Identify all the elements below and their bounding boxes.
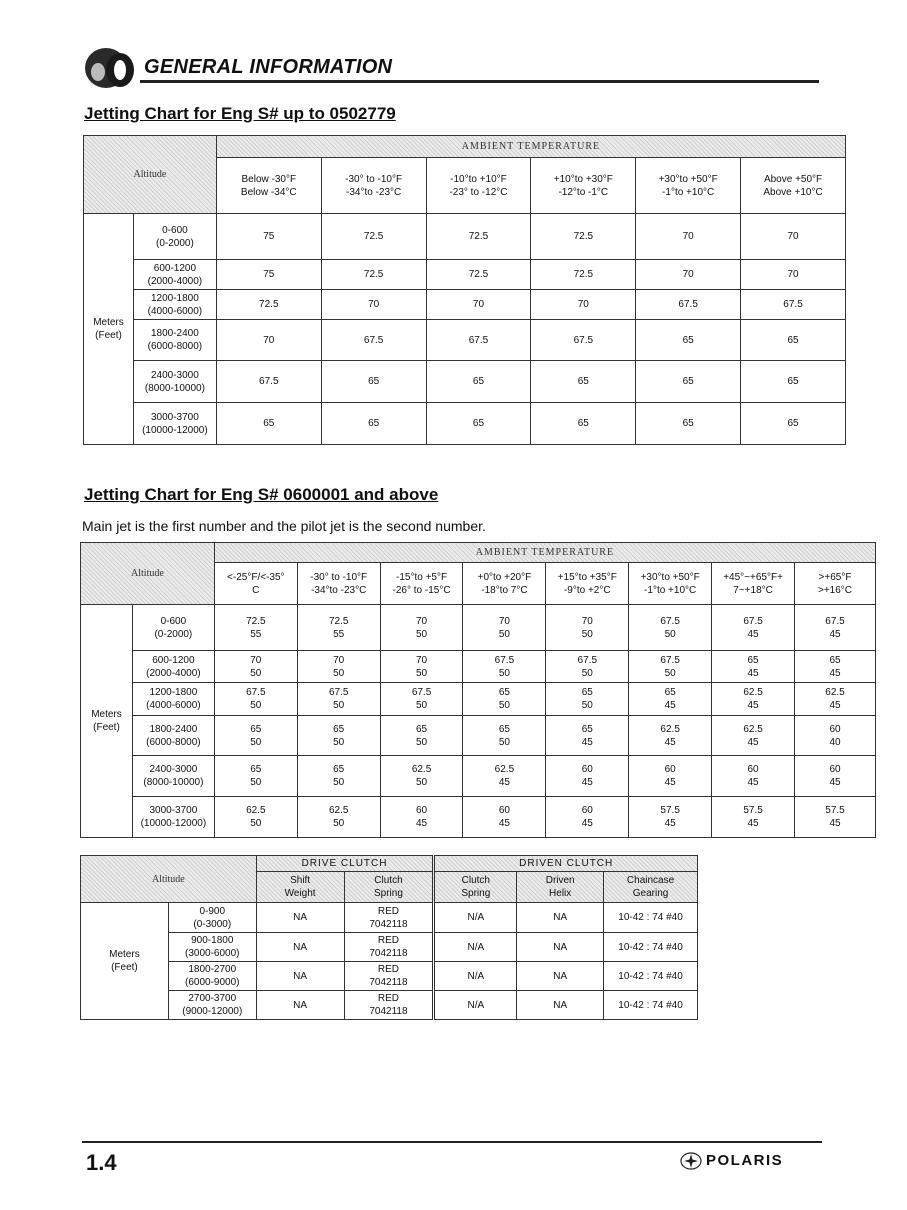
altitude-cell: 3000-3700 (10000-12000) [132,797,214,838]
clutch-spring-value: RED 7042118 [344,903,434,933]
jet-value: 67.5 [531,320,636,361]
jet-value: 72.5 [426,260,531,290]
polaris-star-icon [680,1151,702,1171]
brand-name: POLARIS [706,1152,784,1169]
jet-value: 67.5 50 [629,605,712,651]
jetting-table-1 [83,135,846,445]
jet-value: 70 50 [380,651,463,683]
chaincase-gearing-value: 10-42 : 74 #40 [604,962,698,991]
general-information-logo-icon [84,46,136,90]
altitude-cell: 0-600 (0-2000) [132,605,214,651]
table-row [84,320,846,361]
clutch-spring-value: RED 7042118 [344,962,434,991]
driven-spring-value: N/A [434,903,517,933]
jet-value: 72.5 [426,214,531,260]
temp-col-header: Above +50°F Above +10°C [741,158,846,214]
shift-weight-value: NA [256,933,344,962]
altitude-cell: 2400-3000 (8000-10000) [132,756,214,797]
altitude-header: Altitude [81,543,215,605]
table-row [81,903,698,933]
jet-value: 72.5 [321,214,426,260]
jet-value: 57.5 45 [712,797,795,838]
jet-value: 70 [636,260,741,290]
jet-value: 60 45 [546,797,629,838]
jet-value: 65 50 [546,683,629,716]
table2-note: Main jet is the first number and the pilot jet is the second number. [82,518,486,534]
drive-clutch-header: DRIVE CLUTCH [256,856,434,872]
altitude-cell: 1200-1800 (4000-6000) [132,683,214,716]
table-row [84,403,846,445]
jet-value: 62.5 50 [214,797,297,838]
jet-value: 70 [741,260,846,290]
jet-value: 65 [741,403,846,445]
jet-value: 70 [426,290,531,320]
driven-helix-value: NA [517,903,604,933]
jet-value: 70 50 [463,605,546,651]
jet-value: 60 40 [795,716,876,756]
altitude-header: Altitude [81,856,257,903]
temp-col-header: +15°to +35°F -9°to +2°C [546,563,629,605]
jet-value: 70 50 [297,651,380,683]
jet-value: 60 45 [546,756,629,797]
jet-value: 65 [636,403,741,445]
jet-value: 65 [741,320,846,361]
jet-value: 70 50 [380,605,463,651]
altitude-cell: 2700-3700 (9000-12000) [168,991,256,1020]
page-title: GENERAL INFORMATION [144,56,393,78]
jet-value: 67.5 45 [795,605,876,651]
clutch-spring-value: RED 7042118 [344,991,434,1020]
table-row [81,962,698,991]
page-header [84,46,819,90]
jet-value: 72.5 55 [214,605,297,651]
jet-value: 62.5 45 [712,683,795,716]
jet-value: 65 [426,403,531,445]
chaincase-gearing-value: 10-42 : 74 #40 [604,903,698,933]
jet-value: 65 45 [795,651,876,683]
altitude-header: Altitude [84,136,217,214]
jet-value: 67.5 50 [380,683,463,716]
jet-value: 70 [321,290,426,320]
jet-value: 70 [741,214,846,260]
jet-value: 60 45 [463,797,546,838]
table-row [81,651,876,683]
temp-col-header: <-25°F/<-35° C [214,563,297,605]
jet-value: 67.5 [216,361,321,403]
altitude-cell: 0-600 (0-2000) [133,214,216,260]
table-row [81,756,876,797]
table-row [84,214,846,260]
table1-heading: Jetting Chart for Eng S# up to 0502779 [84,104,396,123]
driven-clutch-header: DRIVEN CLUTCH [434,856,698,872]
shift-weight-value: NA [256,991,344,1020]
shift-weight-value: NA [256,903,344,933]
table2-heading: Jetting Chart for Eng S# 0600001 and above [84,485,439,504]
table-row [84,290,846,320]
jet-value: 70 50 [546,605,629,651]
footer-rule [82,1141,822,1143]
temp-col-header: +30°to +50°F -1°to +10°C [629,563,712,605]
jet-value: 67.5 50 [463,651,546,683]
jet-value: 67.5 50 [297,683,380,716]
jet-value: 60 45 [629,756,712,797]
jet-value: 65 [531,403,636,445]
units-label: Meters (Feet) [81,605,133,838]
jet-value: 62.5 45 [712,716,795,756]
driven-helix-value: NA [517,962,604,991]
temp-col-header: -30° to -10°F -34°to -23°C [321,158,426,214]
altitude-cell: 600-1200 (2000-4000) [132,651,214,683]
jet-value: 62.5 45 [463,756,546,797]
altitude-cell: 1800-2400 (6000-8000) [132,716,214,756]
jet-value: 65 50 [463,683,546,716]
jet-value: 60 45 [380,797,463,838]
driven-spring-value: N/A [434,962,517,991]
page-number: 1.4 [86,1150,117,1175]
temp-col-header: Below -30°F Below -34°C [216,158,321,214]
altitude-cell: 600-1200 (2000-4000) [133,260,216,290]
temp-col-header: -10°to +10°F -23° to -12°C [426,158,531,214]
temp-col-header: >+65°F >+16°C [795,563,876,605]
temp-col-header: +45°~+65°F+ 7~+18°C [712,563,795,605]
jet-value: 70 [636,214,741,260]
jet-value: 65 [636,361,741,403]
jet-value: 65 [216,403,321,445]
table-row [84,361,846,403]
jet-value: 65 45 [629,683,712,716]
table-row [84,260,846,290]
jet-value: 70 [216,320,321,361]
jet-value: 65 [426,361,531,403]
driven-helix-value: NA [517,933,604,962]
jet-value: 65 50 [463,716,546,756]
jet-value: 65 [321,403,426,445]
jetting-table-2 [80,542,876,838]
chaincase-gearing-header: Chaincase Gearing [604,872,698,903]
table-row [81,683,876,716]
jet-value: 57.5 45 [629,797,712,838]
header-rule [140,80,819,83]
jet-value: 67.5 [426,320,531,361]
jet-value: 62.5 50 [380,756,463,797]
altitude-cell: 1800-2700 (6000-9000) [168,962,256,991]
altitude-cell: 1200-1800 (4000-6000) [133,290,216,320]
jet-value: 67.5 50 [214,683,297,716]
jet-value: 65 [321,361,426,403]
jet-value: 65 45 [546,716,629,756]
table-row [81,605,876,651]
jet-value: 65 50 [297,756,380,797]
units-label: Meters (Feet) [81,903,169,1020]
clutch-spring-value: RED 7042118 [344,933,434,962]
temp-col-header: +10°to +30°F -12°to -1°C [531,158,636,214]
ambient-temperature-header: AMBIENT TEMPERATURE [216,136,845,158]
jet-value: 65 50 [214,756,297,797]
jet-value: 67.5 [321,320,426,361]
jet-value: 67.5 45 [712,605,795,651]
jet-value: 57.5 45 [795,797,876,838]
jet-value: 67.5 50 [629,651,712,683]
chaincase-gearing-value: 10-42 : 74 #40 [604,991,698,1020]
temp-col-header: +0°to +20°F -18°to 7°C [463,563,546,605]
clutch-table [80,855,698,1020]
jet-value: 72.5 [321,260,426,290]
altitude-cell: 0-900 (0-3000) [168,903,256,933]
jet-value: 72.5 [531,260,636,290]
jet-value: 72.5 [531,214,636,260]
table-row [81,716,876,756]
jet-value: 60 45 [795,756,876,797]
driven-spring-value: N/A [434,933,517,962]
jet-value: 65 45 [712,651,795,683]
driven-spring-value: N/A [434,991,517,1020]
jet-value: 65 [636,320,741,361]
jet-value: 65 [741,361,846,403]
shift-weight-value: NA [256,962,344,991]
jet-value: 75 [216,214,321,260]
altitude-cell: 1800-2400 (6000-8000) [133,320,216,361]
jet-value: 65 [531,361,636,403]
altitude-cell: 2400-3000 (8000-10000) [133,361,216,403]
driven-clutch-spring-header: Clutch Spring [434,872,517,903]
driven-helix-value: NA [517,991,604,1020]
jet-value: 62.5 45 [795,683,876,716]
drive-clutch-spring-header: Clutch Spring [344,872,434,903]
jet-value: 62.5 45 [629,716,712,756]
shift-weight-header: Shift Weight [256,872,344,903]
jet-value: 67.5 [636,290,741,320]
jet-value: 65 50 [380,716,463,756]
jet-value: 60 45 [712,756,795,797]
ambient-temperature-header: AMBIENT TEMPERATURE [214,543,875,563]
jet-value: 67.5 50 [546,651,629,683]
jet-value: 67.5 [741,290,846,320]
jet-value: 70 50 [214,651,297,683]
jet-value: 65 50 [214,716,297,756]
table-row [81,991,698,1020]
jet-value: 65 50 [297,716,380,756]
units-label: Meters (Feet) [84,214,134,445]
jet-value: 75 [216,260,321,290]
altitude-cell: 3000-3700 (10000-12000) [133,403,216,445]
altitude-cell: 900-1800 (3000-6000) [168,933,256,962]
temp-col-header: -15°to +5°F -26° to -15°C [380,563,463,605]
jet-value: 72.5 55 [297,605,380,651]
table-row [81,797,876,838]
temp-col-header: +30°to +50°F -1°to +10°C [636,158,741,214]
temp-col-header: -30° to -10°F -34°to -23°C [297,563,380,605]
jet-value: 72.5 [216,290,321,320]
jet-value: 70 [531,290,636,320]
chaincase-gearing-value: 10-42 : 74 #40 [604,933,698,962]
jet-value: 62.5 50 [297,797,380,838]
table-row [81,933,698,962]
driven-helix-header: Driven Helix [517,872,604,903]
